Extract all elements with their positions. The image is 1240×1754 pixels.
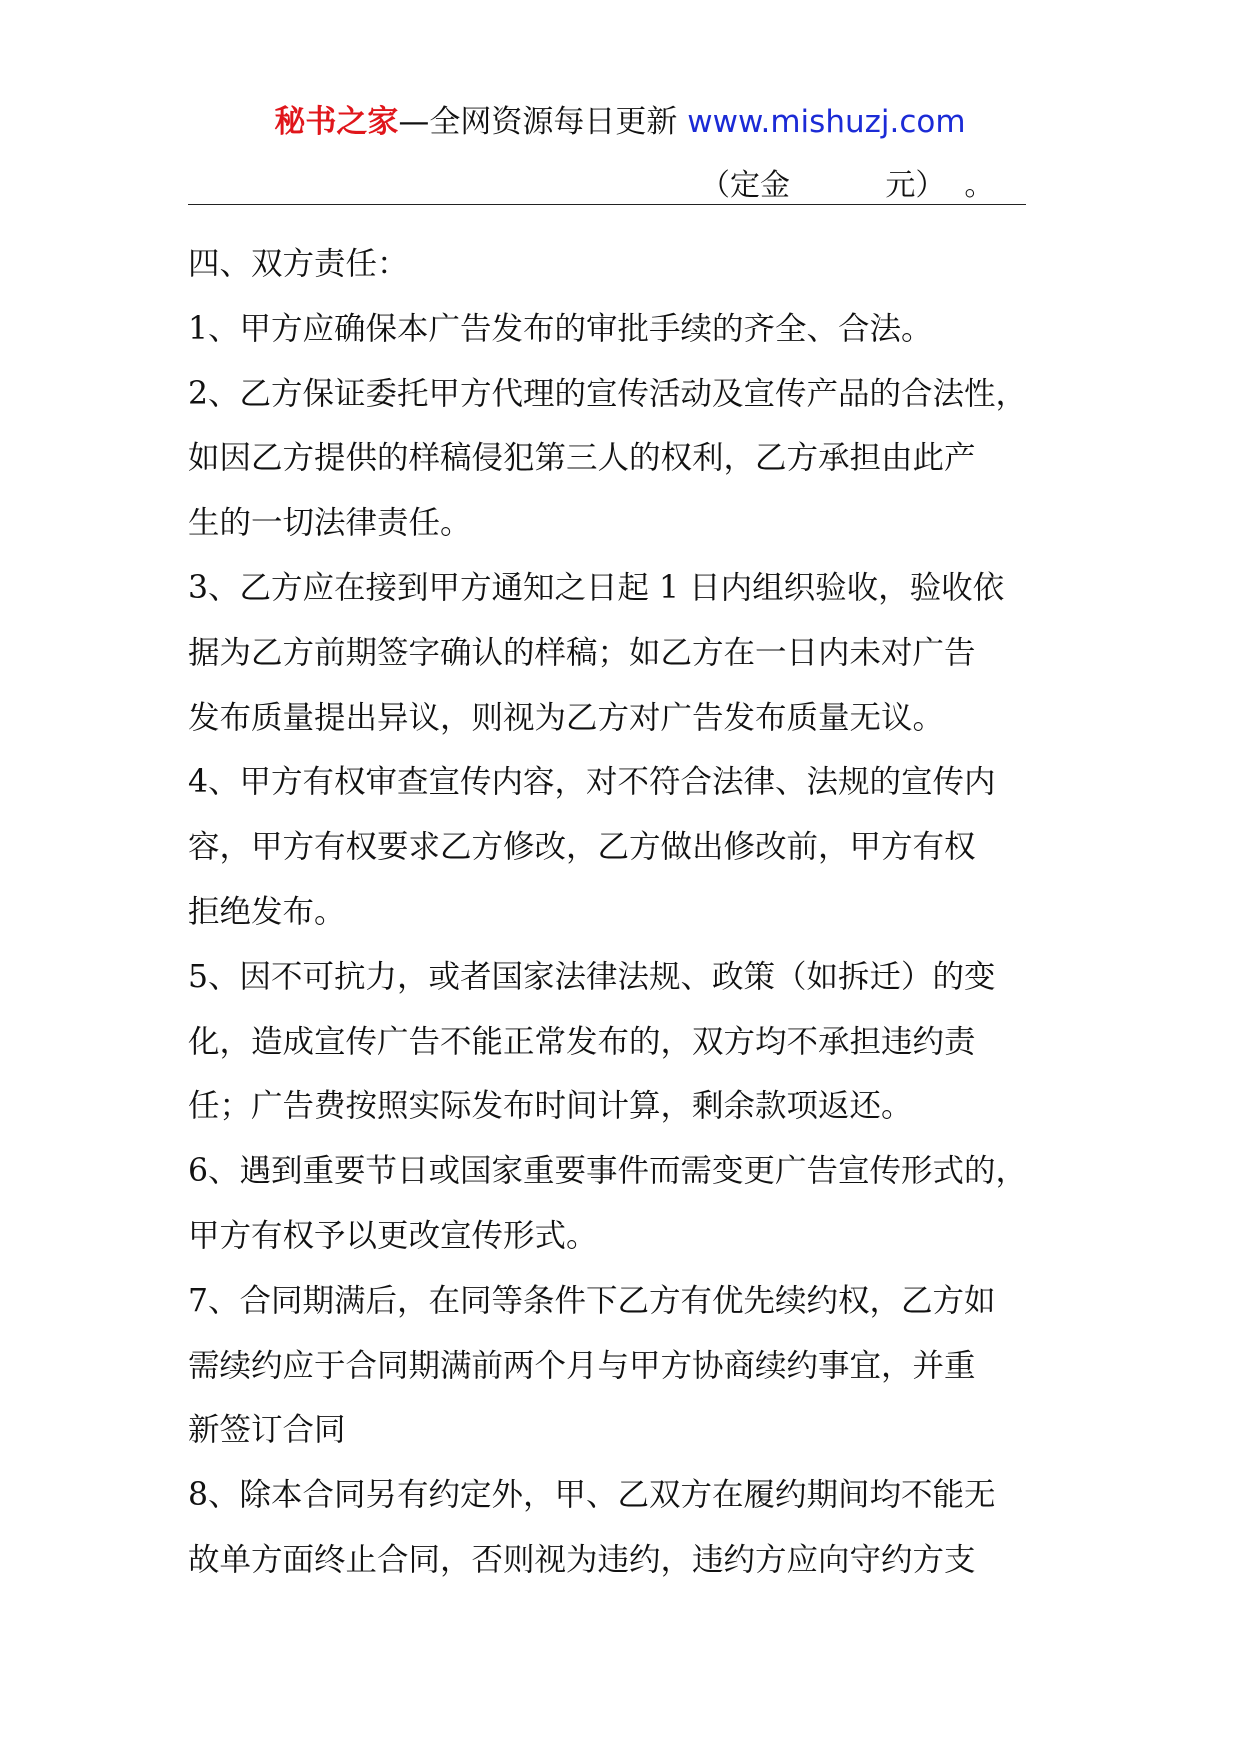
text-line: 化，造成宣传广告不能正常发布的，双方均不承担违约责 [188,1023,976,1060]
text-line: 需续约应于合同期满前两个月与甲方协商续约事宜，并重 [188,1347,976,1384]
text-line: 容，甲方有权要求乙方修改，乙方做出修改前，甲方有权 [188,829,976,866]
text-line: 3、乙方应在接到甲方通知之日起 1 日内组织验收，验收依 [188,569,1005,606]
text-line: 发布质量提出异议，则视为乙方对广告发布质量无议。 [188,699,945,736]
text-line: 据为乙方前期签字确认的样稿；如乙方在一日内未对广告 [188,634,976,671]
text-line: 任；广告费按照实际发布时间计算，剩余款项返还。 [188,1088,913,1125]
contract-body [188,232,1058,1593]
text-line: 故单方面终止合同，否则视为违约，违约方应向守约方支 [188,1541,976,1578]
text-line: 2、乙方保证委托甲方代理的宣传活动及宣传产品的合法性， [188,375,1028,412]
text-line: 1、甲方应确保本广告发布的审批手续的齐全、合法。 [188,310,933,347]
text-line: 拒绝发布。 [188,893,346,930]
deposit-text: （定金 元） 。 [700,168,995,203]
site-tagline: —全网资源每日更新 [398,104,678,140]
section-heading: 四、双方责任： [188,246,409,282]
text-line: 生的一切法律责任。 [188,505,472,542]
text-line: 如因乙方提供的样稿侵犯第三人的权利，乙方承担由此产 [188,440,976,477]
text-line: 7、合同期满后，在同等条件下乙方有优先续约权，乙方如 [188,1282,996,1319]
deposit-underline [188,204,1026,205]
text-line: 5、因不可抗力，或者国家法律法规、政策（如拆迁）的变 [188,958,996,995]
text-line: 6、遇到重要节日或国家重要事件而需变更广告宣传形式的， [188,1153,1028,1190]
text-line: 新签订合同 [188,1412,346,1449]
brand-name: 秘书之家 [274,104,399,140]
site-header [0,100,1240,144]
text-line: 4、甲方有权审查宣传内容，对不符合法律、法规的宣传内 [188,764,996,801]
text-line: 甲方有权予以更改宣传形式。 [188,1217,598,1254]
site-url-link[interactable]: www.mishuzj.com [687,104,966,140]
text-line: 8、除本合同另有约定外，甲、乙双方在履约期间均不能无 [188,1477,996,1514]
